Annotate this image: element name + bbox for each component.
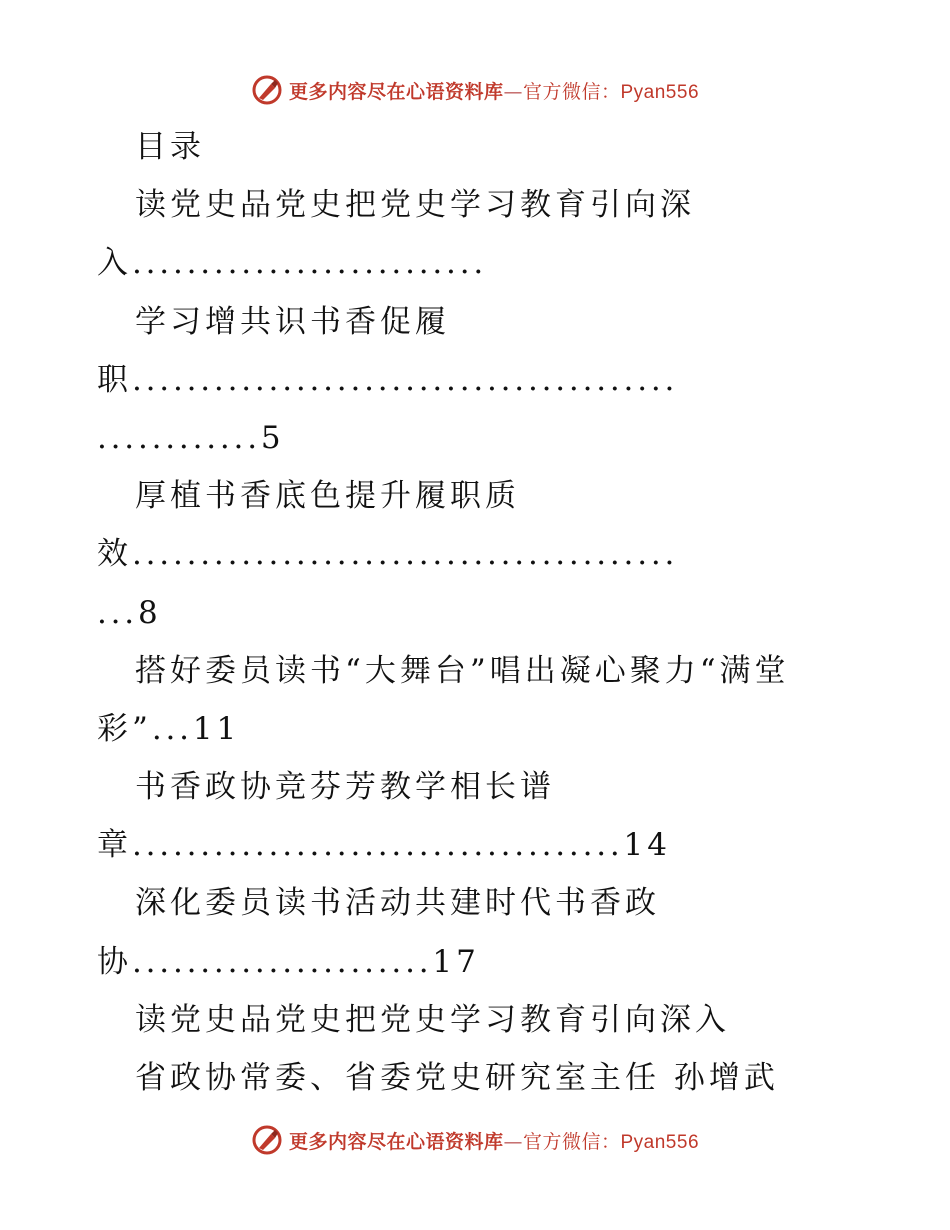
toc-entry-3-title[interactable]: 厚植书香底色提升履职质: [135, 478, 520, 515]
article-byline: 省政协常委、省委党史研究室主任 孙增武: [135, 1060, 779, 1096]
toc-entry-4-page: 11: [192, 710, 241, 747]
banner-wechat-id: Pyan556: [620, 1131, 700, 1153]
banner-text: [289, 77, 699, 104]
banner-separator: —: [503, 1130, 523, 1153]
toc-entry-3-leader: 效........................................: [97, 536, 679, 573]
toc-entry-2-title[interactable]: 学习增共识书香促履: [135, 303, 450, 340]
toc-entry-1-leader: 入..........................: [97, 245, 488, 282]
toc-entry-6-page: 17: [432, 943, 480, 980]
toc-entry-2-leader-cont: ............5: [97, 419, 285, 456]
banner-main: 更多内容尽在心语资料库: [288, 1130, 504, 1153]
toc-entry-5-title[interactable]: 书香政协竞芬芳教学相长谱: [135, 769, 555, 806]
toc-entry-6-title[interactable]: 深化委员读书活动共建时代书香政: [135, 885, 660, 922]
banner-main: 更多内容尽在心语资料库: [288, 80, 504, 103]
article-title: 读党史品党史把党史学习教育引向深入: [135, 1001, 730, 1038]
banner-text: [289, 1127, 699, 1154]
toc-entry-2-leader: 职........................................: [97, 361, 679, 398]
toc-entry-3-leader-cont: ...8: [97, 594, 162, 631]
toc-entry-5-leader: 章....................................14: [97, 827, 671, 864]
toc-entry-5-page: 14: [623, 827, 671, 864]
toc-entry-2-page: 5: [260, 419, 285, 456]
pen-logo-icon: [251, 1124, 283, 1156]
pen-logo-icon: [251, 74, 283, 106]
toc-heading: 目录: [135, 129, 205, 165]
toc-entry-1-title[interactable]: 读党史品党史把党史学习教育引向深: [135, 187, 695, 224]
banner-label: 官方微信：: [522, 80, 621, 103]
footer-banner: [0, 1120, 950, 1160]
document-body: [97, 118, 857, 1107]
toc-entry-6-leader: 协......................17: [97, 943, 480, 980]
toc-entry-4-title[interactable]: 搭好委员读书“大舞台”唱出凝心聚力“满堂: [135, 652, 790, 689]
banner-wechat-id: Pyan556: [620, 81, 700, 103]
toc-entry-3-page: 8: [137, 594, 162, 631]
toc-entry-4-leader: 彩”...11: [97, 710, 241, 747]
banner-separator: —: [503, 80, 523, 103]
banner-label: 官方微信：: [522, 1130, 621, 1153]
header-banner: [0, 70, 950, 110]
